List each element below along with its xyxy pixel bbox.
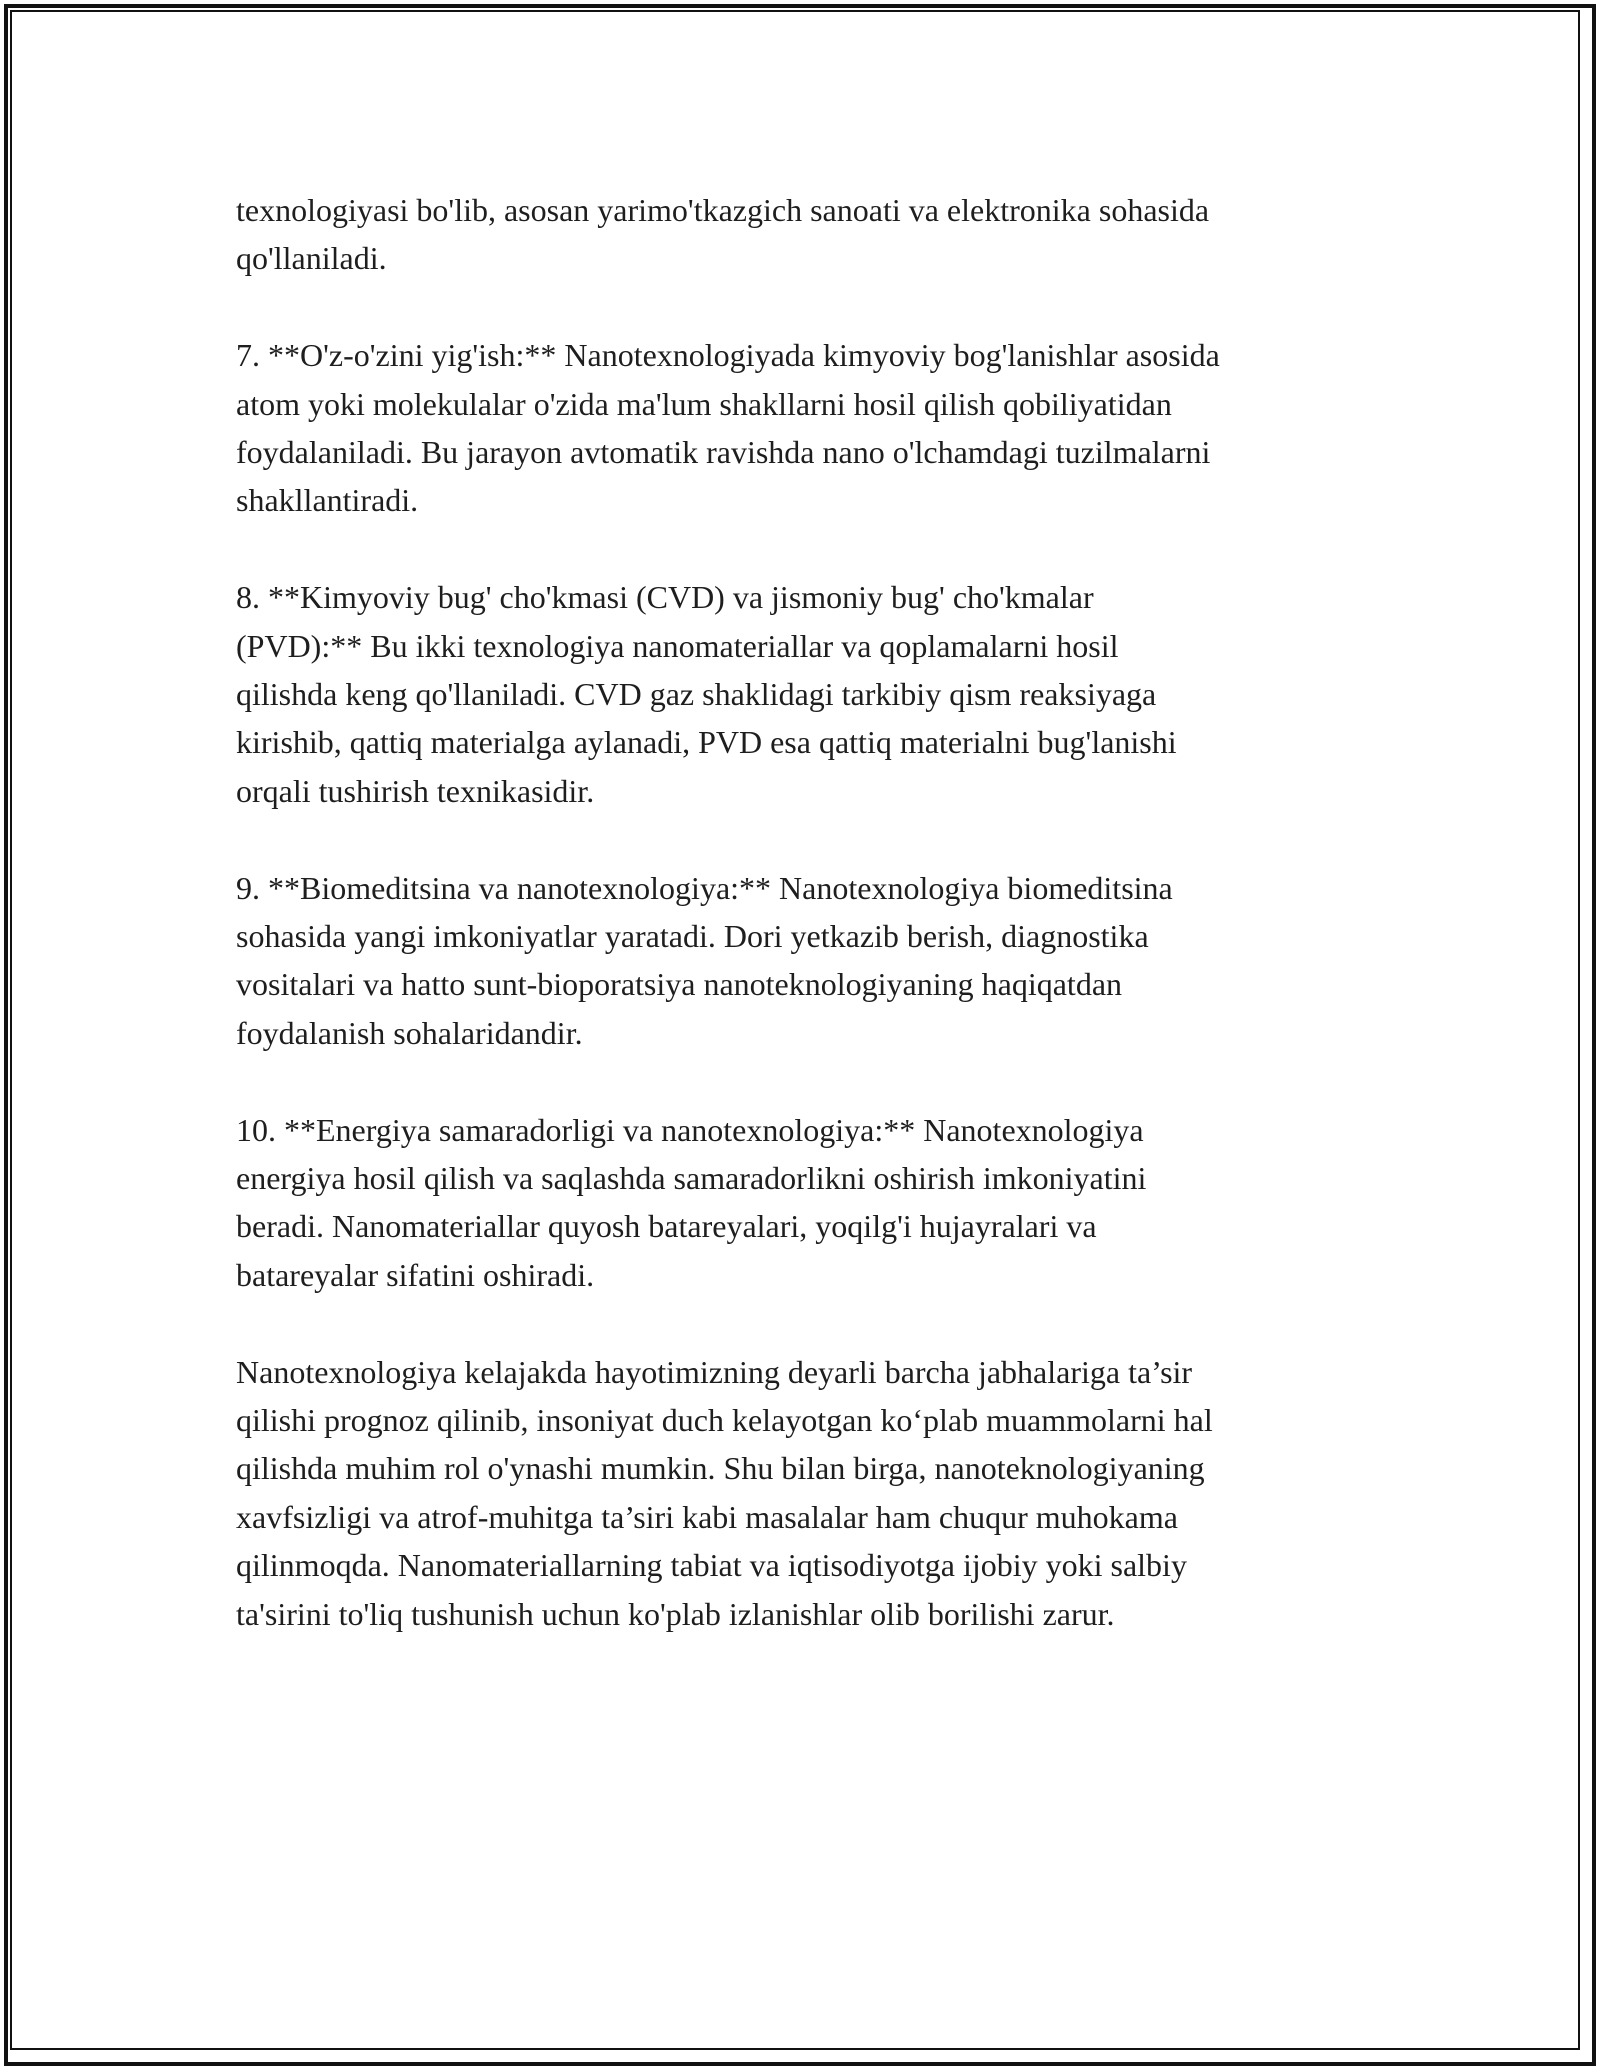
- text-line: shakllantiradi.: [236, 482, 419, 519]
- paragraph-conclusion: [236, 1348, 1376, 1638]
- text-line: 8. **Kimyoviy bug' cho'kmasi (CVD) va jismoniy bug' cho'kmalar: [236, 579, 1094, 616]
- text-line: foydalaniladi. Bu jarayon avtomatik ravishda nano o'lchamdagi tuzilmalarni: [236, 434, 1211, 471]
- text-line: 9. **Biomeditsina va nanotexnologiya:** Nanotexnologiya biomeditsina: [236, 869, 1173, 906]
- text-line: energiya hosil qilish va saqlashda samaradorlikni oshirish imkoniyatini: [236, 1160, 1147, 1197]
- text-line: foydalanish sohalaridandir.: [236, 1014, 583, 1051]
- text-line: atom yoki molekulalar o'zida ma'lum shakllarni hosil qilish qobiliyatidan: [236, 385, 1172, 422]
- text-line: texnologiyasi bo'lib, asosan yarimo'tkazgich sanoati va elektronika sohasida: [236, 192, 1210, 228]
- text-line: ta'sirini to'liq tushunish uchun ko'plab izlanishlar olib borilishi zarur.: [236, 1595, 1115, 1632]
- text-line: (PVD):** Bu ikki texnologiya nanomateriallar va qoplamalarni hosil: [236, 627, 1119, 664]
- text-line: xavfsizligi va atrof-muhitga ta’siri kabi masalalar ham chuqur muhokama: [236, 1498, 1178, 1535]
- paragraph-item-9: [236, 864, 1376, 1058]
- paragraph-item-7: [236, 331, 1376, 525]
- text-line: qilishda muhim rol o'ynashi mumkin. Shu bilan birga, nanoteknologiyaning: [236, 1450, 1205, 1487]
- text-line: beradi. Nanomateriallar quyosh batareyalari, yoqilg'i hujayralari va: [236, 1208, 1097, 1245]
- text-line: Nanotexnologiya kelajakda hayotimizning deyarli barcha jabhalariga ta’sir: [236, 1353, 1193, 1390]
- text-line: qilinmoqda. Nanomateriallarning tabiat va iqtisodiyotga ijobiy yoki salbiy: [236, 1547, 1187, 1584]
- text-line: 10. **Energiya samaradorligi va nanotexnologiya:** Nanotexnologiya: [236, 1111, 1144, 1148]
- text-line: orqali tushirish texnikasidir.: [236, 772, 595, 809]
- text-line: qilishi prognoz qilinib, insoniyat duch kelayotgan ko‘plab muammolarni hal: [236, 1402, 1213, 1439]
- text-line: vositalari va hatto sunt-bioporatsiya nanoteknologiyaning haqiqatdan: [236, 966, 1123, 1003]
- text-line: sohasida yangi imkoniyatlar yaratadi. Dori yetkazib berish, diagnostika: [236, 918, 1149, 955]
- paragraph-item-8: [236, 573, 1376, 815]
- text-line: batareyalar sifatini oshiradi.: [236, 1256, 595, 1293]
- text-line: kirishib, qattiq materialga aylanadi, PVD esa qattiq materialni bug'lanishi: [236, 724, 1177, 761]
- document-body: [236, 186, 1376, 1638]
- text-line: qilishda keng qo'llaniladi. CVD gaz shaklidagi tarkibiy qism reaksiyaga: [236, 676, 1157, 713]
- text-line: 7. **O'z-o'zini yig'ish:** Nanotexnologiyada kimyoviy bog'lanishlar asosida: [236, 337, 1220, 374]
- paragraph-continuation: [236, 186, 1376, 283]
- text-line: qo'llaniladi.: [236, 240, 387, 277]
- paragraph-item-10: [236, 1106, 1376, 1300]
